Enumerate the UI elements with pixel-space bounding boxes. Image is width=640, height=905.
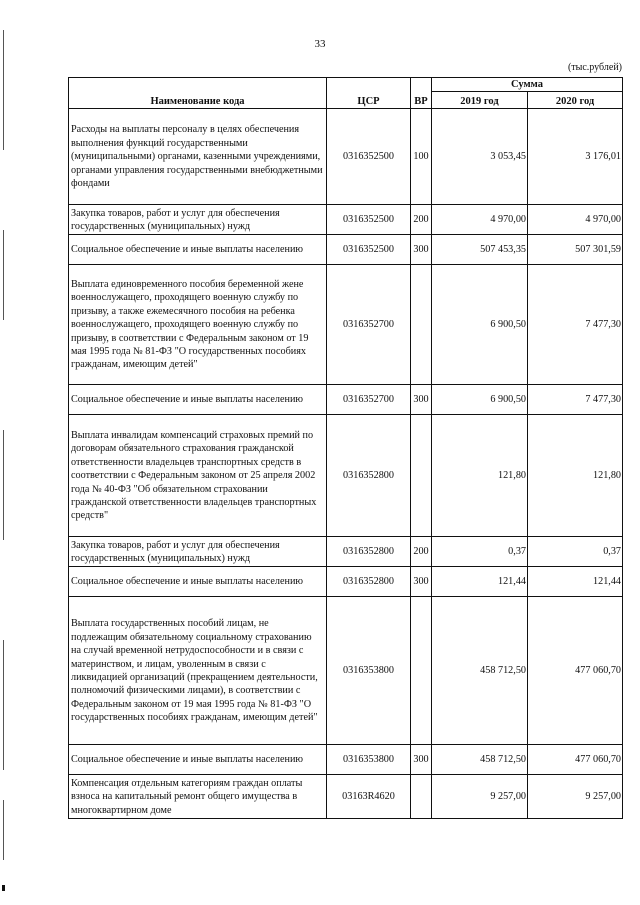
row-csr: 0316352800 (327, 537, 411, 567)
page-number: 33 (314, 38, 326, 50)
row-name: Выплата единовременного пособия беременной жене военнослужащего, проходящего военную службу по призыву, а также ежемесячного пособия на ребенка военнослужащего, проходящего военную службу по призыву, в соответствии с Федеральным законом от 19 мая 1995 года № 81-ФЗ "О государственных пособиях гражданам, имеющим детей" (69, 265, 327, 385)
header-csr: ЦСР (327, 78, 411, 109)
table-row (69, 385, 623, 415)
row-2020: 477 060,70 (528, 597, 623, 745)
row-vr (411, 415, 432, 537)
row-csr: 0316353800 (327, 597, 411, 745)
row-2020: 7 477,30 (528, 265, 623, 385)
row-csr: 0316352500 (327, 109, 411, 205)
row-vr: 300 (411, 385, 432, 415)
row-2019: 507 453,35 (432, 235, 528, 265)
row-2019: 6 900,50 (432, 385, 528, 415)
row-name: Выплата государственных пособий лицам, не подлежащим обязательному социальному страхованию на случай временной нетрудоспособности и в связи с материнством, и лицам, уволенным в связи с ликвидацией организаций (прекращением деятельности, полномочий физическими лицами), в соответствии с Федеральным законом от 19 мая 1995 года № 81-ФЗ "О государственных пособиях гражданам, имеющим детей" (69, 597, 327, 745)
row-2019: 9 257,00 (432, 775, 528, 819)
table-row (69, 265, 623, 385)
row-vr (411, 775, 432, 819)
row-2019: 3 053,45 (432, 109, 528, 205)
row-csr: 0316352800 (327, 567, 411, 597)
row-vr: 200 (411, 205, 432, 235)
row-name: Социальное обеспечение и иные выплаты населению (69, 567, 327, 597)
row-name: Расходы на выплаты персоналу в целях обеспечения выполнения функций государственными (муниципальными) органами, казенными учреждениями, органами управления государственными внебюджетными фондами (69, 109, 327, 205)
row-csr: 03163R4620 (327, 775, 411, 819)
row-vr: 100 (411, 109, 432, 205)
row-vr: 300 (411, 567, 432, 597)
row-2019: 458 712,50 (432, 745, 528, 775)
row-2020: 9 257,00 (528, 775, 623, 819)
row-2020: 3 176,01 (528, 109, 623, 205)
table-row (69, 415, 623, 537)
row-csr: 0316352800 (327, 415, 411, 537)
header-sum: Сумма (432, 78, 623, 92)
row-name: Социальное обеспечение и иные выплаты населению (69, 745, 327, 775)
header-year-2020: 2020 год (528, 92, 623, 109)
row-name: Социальное обеспечение и иные выплаты населению (69, 385, 327, 415)
header-name: Наименование кода (69, 78, 327, 109)
units-label: (тыс.рублей) (567, 62, 622, 73)
row-csr: 0316352500 (327, 205, 411, 235)
row-2019: 121,44 (432, 567, 528, 597)
row-name: Социальное обеспечение и иные выплаты населению (69, 235, 327, 265)
row-2020: 7 477,30 (528, 385, 623, 415)
row-2020: 477 060,70 (528, 745, 623, 775)
header-row-top (69, 78, 623, 92)
header-vr: ВР (411, 78, 432, 109)
row-vr: 300 (411, 745, 432, 775)
budget-table (68, 77, 623, 819)
table-row (69, 567, 623, 597)
header-year-2019: 2019 год (432, 92, 528, 109)
row-2019: 121,80 (432, 415, 528, 537)
row-2020: 4 970,00 (528, 205, 623, 235)
row-csr: 0316352700 (327, 385, 411, 415)
row-2020: 121,80 (528, 415, 623, 537)
table-row (69, 205, 623, 235)
table-row (69, 745, 623, 775)
row-vr: 300 (411, 235, 432, 265)
row-2019: 6 900,50 (432, 265, 528, 385)
row-vr (411, 265, 432, 385)
row-csr: 0316353800 (327, 745, 411, 775)
row-2019: 4 970,00 (432, 205, 528, 235)
table-row (69, 597, 623, 745)
row-csr: 0316352500 (327, 235, 411, 265)
row-2020: 0,37 (528, 537, 623, 567)
scan-mark (2, 885, 5, 891)
table-row (69, 775, 623, 819)
table-row (69, 235, 623, 265)
row-2020: 121,44 (528, 567, 623, 597)
row-name: Закупка товаров, работ и услуг для обеспечения государственных (муниципальных) нужд (69, 537, 327, 567)
row-vr: 200 (411, 537, 432, 567)
row-csr: 0316352700 (327, 265, 411, 385)
row-name: Выплата инвалидам компенсаций страховых премий по договорам обязательного страхования гражданской ответственности владельцев транспортных средств в соответствии с Федеральным законом от 25 апреля 2002 года № 40-ФЗ "Об обязательном страховании гражданской ответственности владельцев транспортных средств" (69, 415, 327, 537)
scan-left-edge (3, 0, 4, 905)
table-row (69, 109, 623, 205)
table-row (69, 537, 623, 567)
row-vr (411, 597, 432, 745)
row-2020: 507 301,59 (528, 235, 623, 265)
row-2019: 0,37 (432, 537, 528, 567)
row-name: Компенсация отдельным категориям граждан оплаты взноса на капитальный ремонт общего имущества в многоквартирном доме (69, 775, 327, 819)
row-2019: 458 712,50 (432, 597, 528, 745)
row-name: Закупка товаров, работ и услуг для обеспечения государственных (муниципальных) нужд (69, 205, 327, 235)
